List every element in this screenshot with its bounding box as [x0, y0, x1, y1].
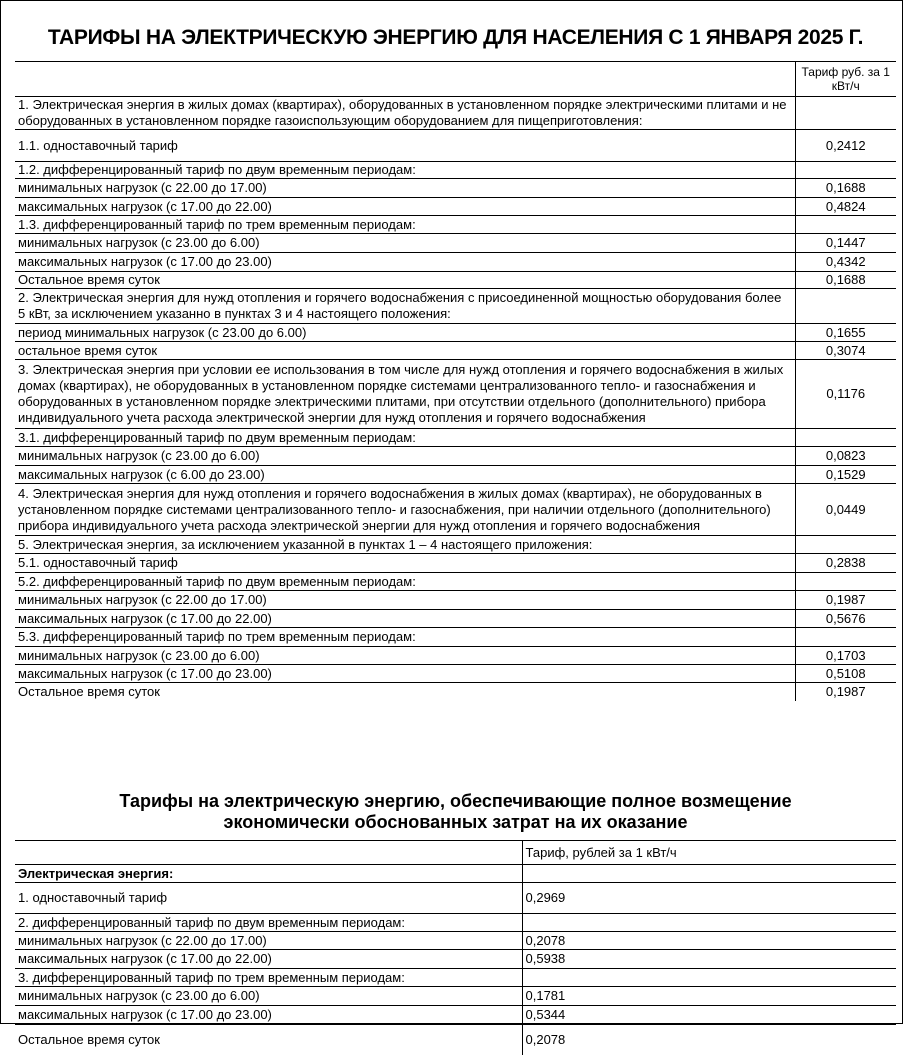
- row-value: 0,1176: [795, 360, 896, 429]
- header-empty-cell: [15, 62, 795, 97]
- table-row: [15, 216, 896, 234]
- row-label: 3.1. дифференцированный тариф по двум временным периодам:: [15, 429, 795, 447]
- row-value: 0,5344: [522, 1006, 896, 1025]
- table-row: [15, 683, 896, 701]
- table-row: [15, 324, 896, 342]
- row-value: [795, 162, 896, 179]
- row-label: минимальных нагрузок (с 23.00 до 6.00): [15, 647, 795, 665]
- row-label: максимальных нагрузок (с 17.00 до 22.00): [15, 198, 795, 216]
- row-label: 5.2. дифференцированный тариф по двум временным периодам:: [15, 573, 795, 591]
- row-value: 0,2838: [795, 554, 896, 573]
- row-value: [795, 216, 896, 234]
- row-value: 0,4824: [795, 198, 896, 216]
- row-value: 0,1688: [795, 272, 896, 289]
- table-row: [15, 429, 896, 447]
- table-row: [15, 554, 896, 573]
- table-row: [15, 272, 896, 289]
- table-row: [15, 130, 896, 162]
- table-row: [15, 198, 896, 216]
- row-value: 0,1987: [795, 683, 896, 701]
- row-value: [795, 97, 896, 130]
- row-label: максимальных нагрузок (с 17.00 до 22.00): [15, 610, 795, 628]
- row-label: 1.1. одноставочный тариф: [15, 130, 795, 162]
- tariff-table: [15, 14, 896, 701]
- row-label: 4. Электрическая энергия для нужд отопления и горячего водоснабжения в жилых домах (квартирах), не оборудованных в установленном порядке системами централизованного тепло- и газоснабжения, при наличии отдельного (дополнительного) прибора индивидуального учета расхода электрической энергии для нужд отопления и горячего водоснабжения: [15, 484, 795, 536]
- section2-subtitle-empty: [522, 865, 896, 883]
- table-row: [15, 536, 896, 554]
- row-label: 1.2. дифференцированный тариф по двум временным периодам:: [15, 162, 795, 179]
- row-value: 0,2969: [522, 883, 896, 914]
- row-label: 2. Электрическая энергия для нужд отопления и горячего водоснабжения с присоединенной мощностью оборудования более 5 кВт, за исключением указанно в пунктах 3 и 4 настоящего положения:: [15, 289, 795, 324]
- table-row: [15, 591, 896, 610]
- row-value: 0,5676: [795, 610, 896, 628]
- table-row: [15, 360, 896, 429]
- row-label: 5.1. одноставочный тариф: [15, 554, 795, 573]
- table-row: [15, 162, 896, 179]
- section2-subtitle-row: [15, 865, 896, 883]
- row-value: 0,1703: [795, 647, 896, 665]
- row-value: [795, 628, 896, 647]
- table-row: [15, 484, 896, 536]
- row-value: 0,1529: [795, 466, 896, 484]
- row-label: 5. Электрическая энергия, за исключением указанной в пунктах 1 – 4 настоящего приложения:: [15, 536, 795, 554]
- row-value: 0,5108: [795, 665, 896, 683]
- row-label: минимальных нагрузок (с 22.00 до 17.00): [15, 932, 522, 950]
- table-row: [15, 179, 896, 198]
- section2-header-empty: [15, 841, 522, 865]
- row-label: максимальных нагрузок (с 17.00 до 23.00): [15, 665, 795, 683]
- row-label: минимальных нагрузок (с 22.00 до 17.00): [15, 591, 795, 610]
- row-label: максимальных нагрузок (с 17.00 до 23.00): [15, 253, 795, 272]
- table-header-row: [15, 62, 896, 97]
- table-row: [15, 610, 896, 628]
- row-label: Остальное время суток: [15, 272, 795, 289]
- header-tariff: Тариф руб. за 1 кВт/ч: [795, 62, 896, 97]
- section2-header-tariff: Тариф, рублей за 1 кВт/ч: [522, 841, 896, 865]
- section2-subtitle: Электрическая энергия:: [15, 865, 522, 883]
- row-label: максимальных нагрузок (с 17.00 до 22.00): [15, 950, 522, 969]
- table-row: [15, 628, 896, 647]
- row-label: максимальных нагрузок (с 6.00 до 23.00): [15, 466, 795, 484]
- row-label: Остальное время суток: [15, 683, 795, 701]
- row-value: 0,2078: [522, 932, 896, 950]
- section2-title-row: [15, 783, 896, 841]
- row-value: 0,5938: [522, 950, 896, 969]
- row-label: минимальных нагрузок (с 23.00 до 6.00): [15, 987, 522, 1006]
- row-value: [795, 429, 896, 447]
- table-row: [15, 665, 896, 683]
- row-label: минимальных нагрузок (с 23.00 до 6.00): [15, 234, 795, 253]
- row-label: 3. дифференцированный тариф по трем временным периодам:: [15, 969, 522, 987]
- row-label: Остальное время суток: [15, 1025, 522, 1055]
- row-value: [522, 969, 896, 987]
- row-value: 0,2412: [795, 130, 896, 162]
- row-value: 0,3074: [795, 342, 896, 360]
- table-row: [15, 883, 896, 914]
- row-value: [795, 289, 896, 324]
- page-title: ТАРИФЫ НА ЭЛЕКТРИЧЕСКУЮ ЭНЕРГИЮ ДЛЯ НАСЕЛЕНИЯ С 1 ЯНВАРЯ 2025 Г.: [15, 14, 896, 62]
- row-label: минимальных нагрузок (с 22.00 до 17.00): [15, 179, 795, 198]
- row-label: 1. Электрическая энергия в жилых домах (квартирах), оборудованных в установленном порядке электрическими плитами и не оборудованных в установленном порядке газоиспользующим оборудованием для пищеприготовления:: [15, 97, 795, 130]
- row-value: 0,4342: [795, 253, 896, 272]
- table-row: [15, 1025, 896, 1055]
- row-value: 0,1688: [795, 179, 896, 198]
- section2-title: Тарифы на электрическую энергию, обеспечивающие полное возмещение экономически обоснованных затрат на их оказание: [15, 783, 896, 841]
- row-label: 5.3. дифференцированный тариф по трем временным периодам:: [15, 628, 795, 647]
- full-cost-tariff-table: [15, 783, 896, 1055]
- row-value: 0,0823: [795, 447, 896, 466]
- table-row: [15, 234, 896, 253]
- table-title-row: [15, 14, 896, 62]
- row-label: остальное время суток: [15, 342, 795, 360]
- row-value: 0,0449: [795, 484, 896, 536]
- row-label: период минимальных нагрузок (с 23.00 до 6.00): [15, 324, 795, 342]
- row-label: 3. Электрическая энергия при условии ее использования в том числе для нужд отопления и горячего водоснабжения в жилых домах (квартирах), не оборудованных в установленном порядке системами централизованного тепло- и газоснабжения и оборудованных в установленном порядке электрическими плитами, при отсутствии отдельного (дополнительного) прибора индивидуального учета расхода электрической энергии для нужд отопления и горячего водоснабжения: [15, 360, 795, 429]
- table-row: [15, 466, 896, 484]
- table-row: [15, 253, 896, 272]
- row-value: 0,1987: [795, 591, 896, 610]
- row-label: 1.3. дифференцированный тариф по трем временным периодам:: [15, 216, 795, 234]
- table-row: [15, 914, 896, 932]
- section2-header-row: [15, 841, 896, 865]
- table-row: [15, 1006, 896, 1025]
- row-label: минимальных нагрузок (с 23.00 до 6.00): [15, 447, 795, 466]
- row-value: 0,1781: [522, 987, 896, 1006]
- row-label: 2. дифференцированный тариф по двум временным периодам:: [15, 914, 522, 932]
- row-value: [522, 914, 896, 932]
- table-row: [15, 573, 896, 591]
- table-row: [15, 289, 896, 324]
- table-row: [15, 969, 896, 987]
- row-label: максимальных нагрузок (с 17.00 до 23.00): [15, 1006, 522, 1025]
- table-row: [15, 647, 896, 665]
- row-value: 0,1447: [795, 234, 896, 253]
- table-row: [15, 987, 896, 1006]
- row-value: [795, 536, 896, 554]
- row-value: 0,1655: [795, 324, 896, 342]
- row-value: 0,2078: [522, 1025, 896, 1055]
- table-row: [15, 950, 896, 969]
- table-row: [15, 932, 896, 950]
- table-row: [15, 97, 896, 130]
- table-row: [15, 447, 896, 466]
- row-label: 1. одноставочный тариф: [15, 883, 522, 914]
- table-row: [15, 342, 896, 360]
- row-value: [795, 573, 896, 591]
